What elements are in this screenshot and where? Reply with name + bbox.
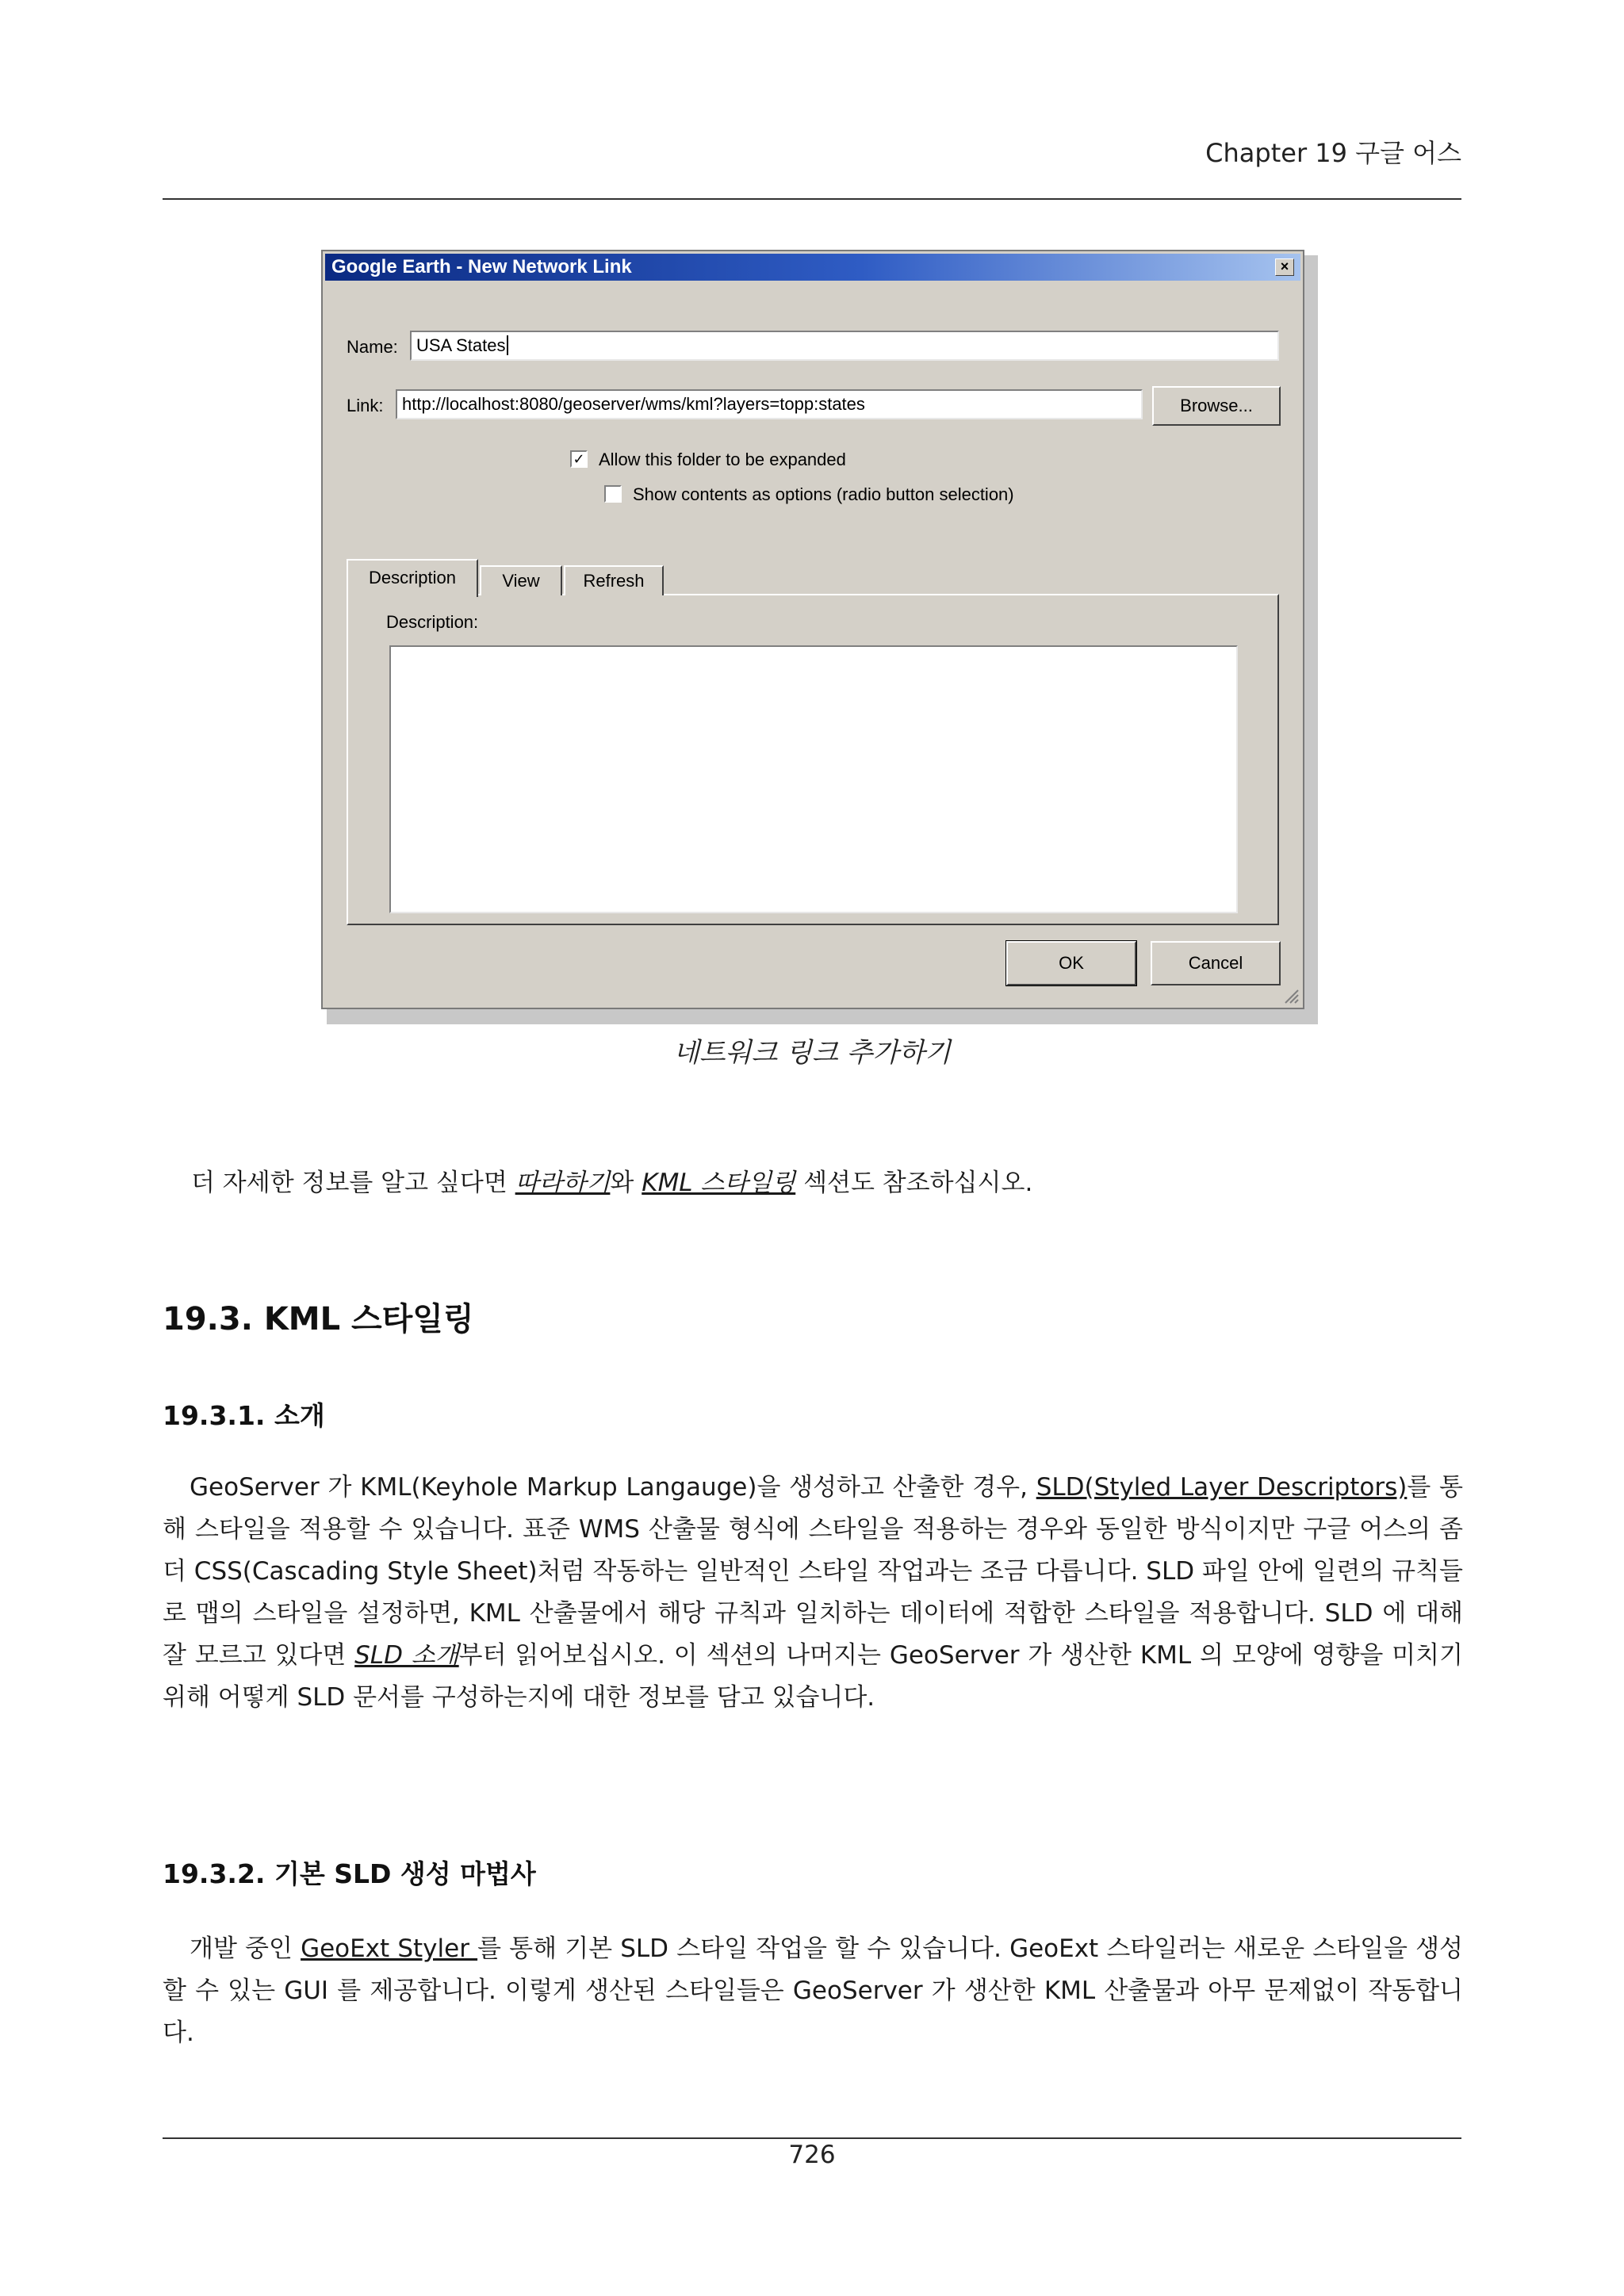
cancel-button[interactable]: Cancel (1151, 941, 1281, 985)
subsection-heading-wizard: 19.3.2. 기본 SLD 생성 마법사 (163, 1858, 536, 1889)
intro-text-3: 섹션도 참조하십시오. (795, 1169, 1033, 1197)
intro-body-paragraph (163, 1467, 1463, 1719)
link-label: Link: (347, 396, 384, 415)
intro-paragraph (163, 1162, 1463, 1204)
body2-text-1: 개발 중인 (190, 1934, 301, 1963)
close-button[interactable] (1275, 258, 1294, 276)
link-input-value: http://localhost:8080/geoserver/wms/kml?layers=topp:states (402, 394, 865, 414)
intro-text-2: 와 (610, 1169, 642, 1197)
footer-rule (163, 2137, 1461, 2139)
figure-caption: 네트워크 링크 추가하기 (672, 1037, 952, 1069)
show-contents-label: Show contents as options (radio button selection) (633, 484, 1014, 504)
ok-button[interactable]: OK (1006, 941, 1136, 985)
chapter-header: Chapter 19 구글 어스 (1205, 138, 1461, 168)
body1-text-1: GeoServer 가 KML(Keyhole Markup Langauge)을 생성하고 산출한 경우, (190, 1473, 1036, 1502)
body1-text-3: 부터 읽어보십시오. 이 섹션의 나머지는 GeoServer 가 생산한 KML 의 모양에 영향을 미치기 위해 어떻게 SLD 문서를 구성하는지에 대한 정보를 담고 있습니다. (163, 1641, 1463, 1712)
resize-grip-icon[interactable] (1282, 987, 1300, 1004)
show-contents-checkbox[interactable] (604, 485, 622, 503)
link-sld-intro[interactable]: SLD 소개 (354, 1641, 459, 1670)
subsection-heading-intro: 19.3.1. 소개 (163, 1400, 325, 1431)
close-icon: × (1280, 258, 1289, 274)
tab-description[interactable]: Description (347, 559, 478, 597)
link-kml-styling[interactable]: KML 스타일링 (642, 1169, 796, 1197)
wizard-body-paragraph (163, 1928, 1463, 2054)
new-network-link-dialog (321, 250, 1304, 1009)
name-label: Name: (347, 337, 398, 357)
link-follow-along[interactable]: 따라하기 (515, 1169, 611, 1197)
allow-expand-label: Allow this folder to be expanded (599, 450, 846, 469)
intro-text-1: 더 자세한 정보를 알고 싶다면 (191, 1169, 515, 1197)
name-input-value: USA States (416, 335, 506, 355)
allow-expand-checkbox[interactable] (570, 450, 588, 468)
body1-text-2: 를 통해 스타일을 적용할 수 있습니다. 표준 WMS 산출물 형식에 스타일을 적용하는 경우와 동일한 방식이지만 구글 어스의 좀 더 CSS(Cascading Style Sheet)처럼 작동하는 일반적인 스타일 작업과는 조금 다릅니다. SLD 파일 안에 일련의 규칙들로 맵의 스타일을 설정하면, KML 산출물에서 해당 규칙과 일치하는 데이터에 적합한 스타일을 적용합니다. SLD 에 대해 잘 모르고 있다면 (163, 1473, 1463, 1670)
browse-button[interactable]: Browse... (1152, 386, 1281, 426)
tab-view[interactable]: View (480, 565, 562, 595)
section-heading: 19.3. KML 스타일링 (163, 1301, 474, 1337)
link-input[interactable] (396, 389, 1143, 419)
link-geoext-styler[interactable]: GeoExt Styler (301, 1934, 478, 1963)
link-sld[interactable]: SLD(Styled Layer Descriptors) (1036, 1473, 1408, 1502)
name-input[interactable] (410, 331, 1279, 361)
body2-text-2: 를 통해 기본 SLD 스타일 작업을 할 수 있습니다. GeoExt 스타일러는 새로운 스타일을 생성할 수 있는 GUI 를 제공합니다. 이렇게 생산된 스타일들은 GeoServer 가 생산한 KML 산출물과 아무 문제없이 작동합니다. (163, 1934, 1463, 2047)
dialog-titlebar[interactable] (325, 254, 1300, 281)
description-textarea[interactable] (389, 645, 1238, 913)
dialog-title: Google Earth - New Network Link (331, 256, 632, 277)
header-rule (163, 198, 1461, 200)
check-icon: ✓ (573, 451, 585, 467)
description-label: Description: (386, 612, 479, 632)
tab-refresh[interactable]: Refresh (564, 565, 664, 595)
page-number: 726 (788, 2141, 836, 2169)
